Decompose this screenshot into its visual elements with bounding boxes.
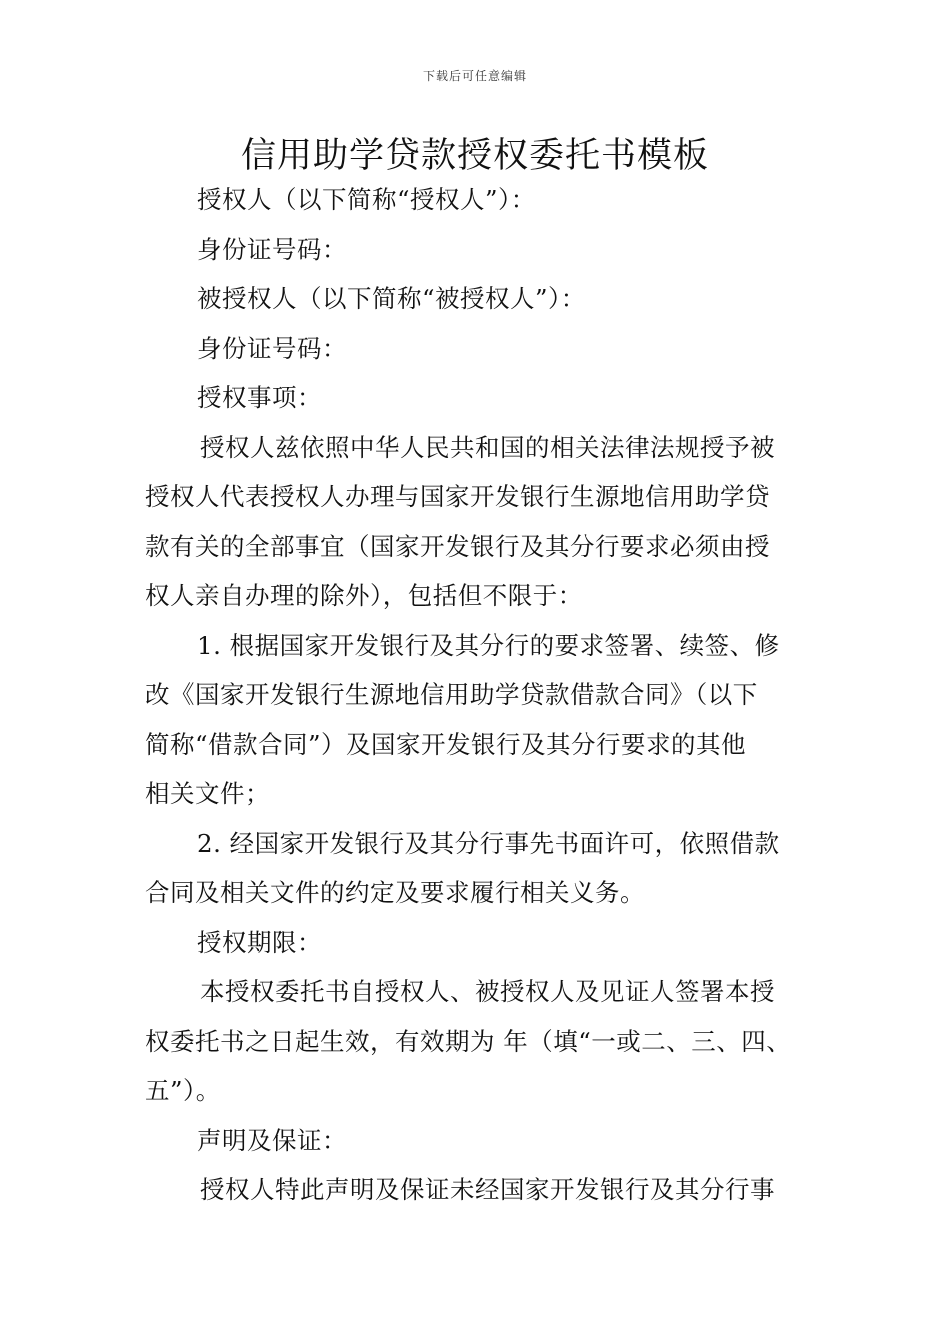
list-item-1-line: 简称“借款合同”）及国家开发银行及其分行要求的其他 <box>145 729 747 759</box>
list-item-1-line: 1. 根据国家开发银行及其分行的要求签署、续签、修 <box>197 630 780 660</box>
grantor-id-line: 身份证号码： <box>197 234 347 264</box>
paragraph-line: 本授权委托书自授权人、被授权人及见证人签署本授 <box>200 977 775 1006</box>
list-item-1-line: 相关文件； <box>145 779 270 808</box>
declaration-heading: 声明及保证： <box>197 1125 347 1155</box>
header-note: 下载后可任意编辑 <box>422 69 527 83</box>
paragraph-line: 权人亲自办理的除外），包括但不限于： <box>145 581 583 610</box>
paragraph-line: 权委托书之日起生效，有效期为 年（填“一或二、三、四、 <box>145 1026 792 1056</box>
paragraph-line: 授权人代表授权人办理与国家开发银行生源地信用助学贷 <box>145 482 770 511</box>
list-item-1-line: 改《国家开发银行生源地信用助学贷款借款合同》（以下 <box>145 680 758 709</box>
document-body <box>145 175 835 1215</box>
grantor-line: 授权人（以下简称“授权人”）： <box>197 185 536 214</box>
document-title: 信用助学贷款授权委托书模板 <box>240 136 709 176</box>
paragraph-line: 五”）。 <box>145 1076 221 1105</box>
list-item-2-line: 2. 经国家开发银行及其分行事先书面许可，依照借款 <box>197 828 780 858</box>
authorization-matters-heading: 授权事项： <box>197 383 322 412</box>
authorization-period-heading: 授权期限： <box>197 927 322 957</box>
paragraph-line: 授权人特此声明及保证未经国家开发银行及其分行事 <box>200 1175 775 1204</box>
list-item-2-line: 合同及相关文件的约定及要求履行相关义务。 <box>145 878 645 907</box>
paragraph-line: 授权人兹依照中华人民共和国的相关法律法规授予被 <box>200 432 775 462</box>
paragraph-line: 款有关的全部事宜（国家开发银行及其分行要求必须由授 <box>145 531 770 561</box>
grantee-line: 被授权人（以下简称“被授权人”）： <box>197 284 586 313</box>
grantee-id-line: 身份证号码： <box>197 333 347 363</box>
